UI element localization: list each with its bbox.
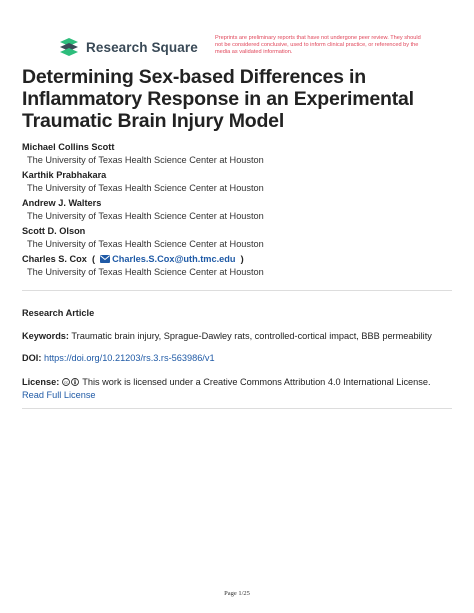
corresponding-author — [22, 253, 462, 266]
article-type — [22, 307, 462, 319]
author-email-link[interactable] — [100, 254, 238, 264]
author-affiliation: The University of Texas Health Science Center at Houston — [27, 239, 264, 249]
section-divider — [22, 290, 452, 291]
logo-text: Research Square — [86, 39, 198, 55]
section-divider — [22, 408, 452, 409]
cc-by-icon — [62, 377, 80, 389]
research-square-logo[interactable] — [58, 37, 198, 57]
author-entry — [22, 253, 462, 279]
author-entry — [22, 141, 462, 167]
author-email: Charles.S.Cox@uth.tmc.edu — [112, 254, 236, 264]
author-name[interactable]: Michael Collins Scott — [22, 142, 115, 152]
author-entry — [22, 169, 462, 195]
paper-title: Determining Sex-based Differences in Inflammatory Response in an Experimental Traumatic Brain Injury Model — [22, 66, 414, 132]
license-row — [22, 376, 462, 401]
envelope-icon — [100, 255, 110, 263]
author-entry — [22, 225, 462, 251]
author-affiliation: The University of Texas Health Science Center at Houston — [27, 155, 264, 165]
keywords-text: Traumatic brain injury, Sprague-Dawley rats, controlled-cortical impact, BBB permeability — [71, 331, 432, 341]
keywords-row — [22, 330, 462, 342]
keywords-label: Keywords: — [22, 331, 69, 341]
doi-row — [22, 352, 462, 364]
author-affiliation: The University of Texas Health Science Center at Houston — [27, 211, 264, 221]
author-name[interactable]: Andrew J. Walters — [22, 198, 102, 208]
license-label: License: — [22, 377, 60, 387]
license-text: This work is licensed under a Creative Commons Attribution 4.0 International License. — [82, 377, 431, 387]
doi-label: DOI: — [22, 353, 42, 363]
author-entry — [22, 197, 462, 223]
email-open-paren: ( — [89, 254, 98, 264]
page-number: Page 1/25 — [224, 590, 250, 597]
author-name[interactable]: Charles S. Cox — [22, 254, 87, 264]
preprint-disclaimer: Preprints are preliminary reports that have not undergone peer review. They should not be considered conclusive, used to inform clinical practice, or referenced by the media as validated information. — [215, 35, 421, 56]
doi-link[interactable]: https://doi.org/10.21203/rs.3.rs-563986/v1 — [43, 353, 215, 363]
research-square-logo-icon — [58, 37, 80, 57]
svg-text:cc: cc — [63, 379, 68, 385]
author-affiliation: The University of Texas Health Science Center at Houston — [27, 183, 264, 193]
author-name[interactable]: Scott D. Olson — [22, 226, 86, 236]
author-name[interactable]: Karthik Prabhakara — [22, 170, 107, 180]
author-list — [22, 141, 462, 281]
email-close-paren: ) — [238, 254, 244, 264]
author-affiliation: The University of Texas Health Science Center at Houston — [27, 267, 264, 277]
read-full-license-link[interactable]: Read Full License — [22, 390, 96, 400]
article-type-label: Research Article — [22, 308, 95, 318]
